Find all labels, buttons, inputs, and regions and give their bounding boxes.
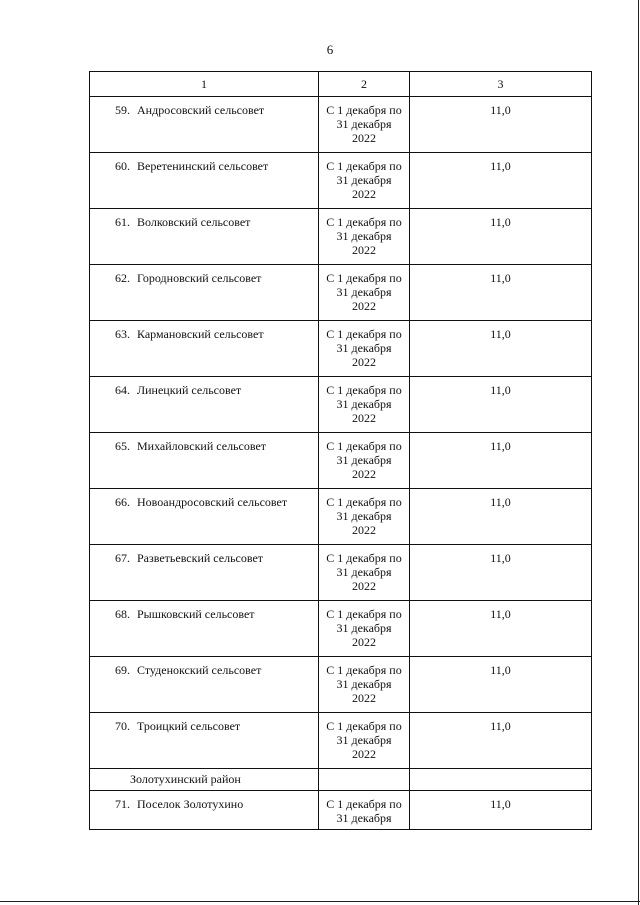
table-row [90, 657, 592, 713]
settlement-name: Рышковский сельсовет [137, 607, 255, 621]
period-line: 31 декабря [336, 285, 392, 299]
period-cell [319, 657, 410, 713]
name-cell [90, 377, 319, 433]
value-cell [410, 601, 592, 657]
table-row [90, 433, 592, 489]
period-cell [319, 791, 410, 830]
period-line: 2022 [352, 187, 376, 201]
period-line: 31 декабря [336, 733, 392, 747]
row-number: 60. [115, 159, 130, 173]
table-row [90, 97, 592, 153]
page-number: 6 [326, 42, 334, 57]
row-number: 65. [115, 439, 130, 453]
period-line: 2022 [352, 691, 376, 705]
empty-cell [319, 769, 410, 791]
value-cell [410, 209, 592, 265]
period-line: 31 декабря [336, 565, 392, 579]
rate-value: 11,0 [490, 159, 511, 173]
table-row [90, 377, 592, 433]
value-cell [410, 713, 592, 769]
row-number: 67. [115, 551, 130, 565]
period-line: 2022 [352, 355, 376, 369]
name-cell [90, 489, 319, 545]
tariff-table [89, 71, 592, 830]
name-cell [90, 209, 319, 265]
rate-value: 11,0 [490, 383, 511, 397]
period-line: 31 декабря [336, 509, 392, 523]
table-row [90, 265, 592, 321]
period-line: С 1 декабря по [326, 327, 402, 341]
period-line: С 1 декабря по [326, 495, 402, 509]
row-number: 70. [115, 719, 130, 733]
table-row [90, 791, 592, 830]
period-cell [319, 545, 410, 601]
rate-value: 11,0 [490, 719, 511, 733]
rate-value: 11,0 [490, 663, 511, 677]
period-line: 2022 [352, 299, 376, 313]
value-cell [410, 545, 592, 601]
period-line: 31 декабря [336, 229, 392, 243]
empty-cell [410, 769, 592, 791]
row-number: 66. [115, 495, 130, 509]
settlement-name: Андросовский сельсовет [137, 103, 265, 117]
period-cell [319, 321, 410, 377]
value-cell [410, 321, 592, 377]
row-number: 64. [115, 383, 130, 397]
value-cell [410, 791, 592, 830]
settlement-name: Поселок Золотухино [137, 797, 244, 811]
period-line: 31 декабря [336, 677, 392, 691]
period-cell [319, 209, 410, 265]
period-line: С 1 декабря по [326, 103, 402, 117]
row-number: 59. [115, 103, 130, 117]
period-line: 31 декабря [336, 173, 392, 187]
name-cell [90, 97, 319, 153]
period-cell [319, 153, 410, 209]
period-line: 2022 [352, 635, 376, 649]
row-number: 63. [115, 327, 130, 341]
period-line: С 1 декабря по [326, 797, 402, 811]
period-line: 31 декабря [336, 621, 392, 635]
name-cell [90, 657, 319, 713]
period-line: С 1 декабря по [326, 215, 402, 229]
rate-value: 11,0 [490, 495, 511, 509]
rate-value: 11,0 [490, 607, 511, 621]
period-line: С 1 декабря по [326, 607, 402, 621]
period-cell [319, 433, 410, 489]
name-cell [90, 791, 319, 830]
value-cell [410, 433, 592, 489]
rate-value: 11,0 [490, 103, 511, 117]
period-cell [319, 713, 410, 769]
period-line: 2022 [352, 579, 376, 593]
name-cell [90, 153, 319, 209]
period-line: С 1 декабря по [326, 663, 402, 677]
row-number: 62. [115, 271, 130, 285]
table-row [90, 601, 592, 657]
period-cell [319, 265, 410, 321]
settlement-name: Линецкий сельсовет [137, 383, 242, 397]
period-line: С 1 декабря по [326, 551, 402, 565]
value-cell [410, 657, 592, 713]
period-line: 2022 [352, 131, 376, 145]
section-cell [90, 769, 319, 791]
period-cell [319, 97, 410, 153]
name-cell [90, 321, 319, 377]
settlement-name: Разветьевский сельсовет [137, 551, 264, 565]
rate-value: 11,0 [490, 551, 511, 565]
period-line: 2022 [352, 467, 376, 481]
table-header-row [90, 72, 592, 97]
rate-value: 11,0 [490, 271, 511, 285]
period-line: 31 декабря [336, 397, 392, 411]
district-name: Золотухинский район [130, 772, 241, 786]
period-line: 2022 [352, 411, 376, 425]
page-edge-right [638, 0, 639, 905]
settlement-name: Михайловский сельсовет [137, 439, 267, 453]
settlement-name: Студенокский сельсовет [137, 663, 262, 677]
period-line: 31 декабря [336, 117, 392, 131]
period-cell [319, 601, 410, 657]
section-row [90, 769, 592, 791]
value-cell [410, 489, 592, 545]
rate-value: 11,0 [490, 797, 511, 811]
period-line: 2022 [352, 523, 376, 537]
column-header-2: 2 [319, 72, 410, 97]
period-cell [319, 377, 410, 433]
settlement-name: Городновский сельсовет [137, 271, 262, 285]
name-cell [90, 433, 319, 489]
period-line: 2022 [352, 747, 376, 761]
value-cell [410, 153, 592, 209]
settlement-name: Веретенинский сельсовет [137, 159, 269, 173]
rate-value: 11,0 [490, 215, 511, 229]
rate-value: 11,0 [490, 327, 511, 341]
value-cell [410, 377, 592, 433]
value-cell [410, 97, 592, 153]
rate-value: 11,0 [490, 439, 511, 453]
period-line: 2022 [352, 243, 376, 257]
row-number: 68. [115, 607, 130, 621]
name-cell [90, 265, 319, 321]
period-line: 31 декабря [336, 453, 392, 467]
column-header-3: 3 [410, 72, 592, 97]
period-line: С 1 декабря по [326, 383, 402, 397]
column-header-1: 1 [90, 72, 319, 97]
settlement-name: Новоандросовский сельсовет [137, 495, 288, 509]
period-line: С 1 декабря по [326, 159, 402, 173]
name-cell [90, 601, 319, 657]
table-row [90, 545, 592, 601]
value-cell [410, 265, 592, 321]
row-number: 71. [115, 797, 130, 811]
row-number: 69. [115, 663, 130, 677]
page-edge-bottom [0, 901, 640, 902]
period-line: 31 декабря [336, 341, 392, 355]
name-cell [90, 545, 319, 601]
period-line: 31 декабря [336, 811, 392, 825]
period-line: С 1 декабря по [326, 439, 402, 453]
table-row [90, 209, 592, 265]
table-row [90, 321, 592, 377]
settlement-name: Троицкий сельсовет [137, 719, 241, 733]
period-cell [319, 489, 410, 545]
name-cell [90, 713, 319, 769]
table-row [90, 713, 592, 769]
table-row [90, 153, 592, 209]
period-line: С 1 декабря по [326, 719, 402, 733]
settlement-name: Волковский сельсовет [137, 215, 251, 229]
table-row [90, 489, 592, 545]
settlement-name: Кармановский сельсовет [137, 327, 264, 341]
period-line: С 1 декабря по [326, 271, 402, 285]
row-number: 61. [115, 215, 130, 229]
